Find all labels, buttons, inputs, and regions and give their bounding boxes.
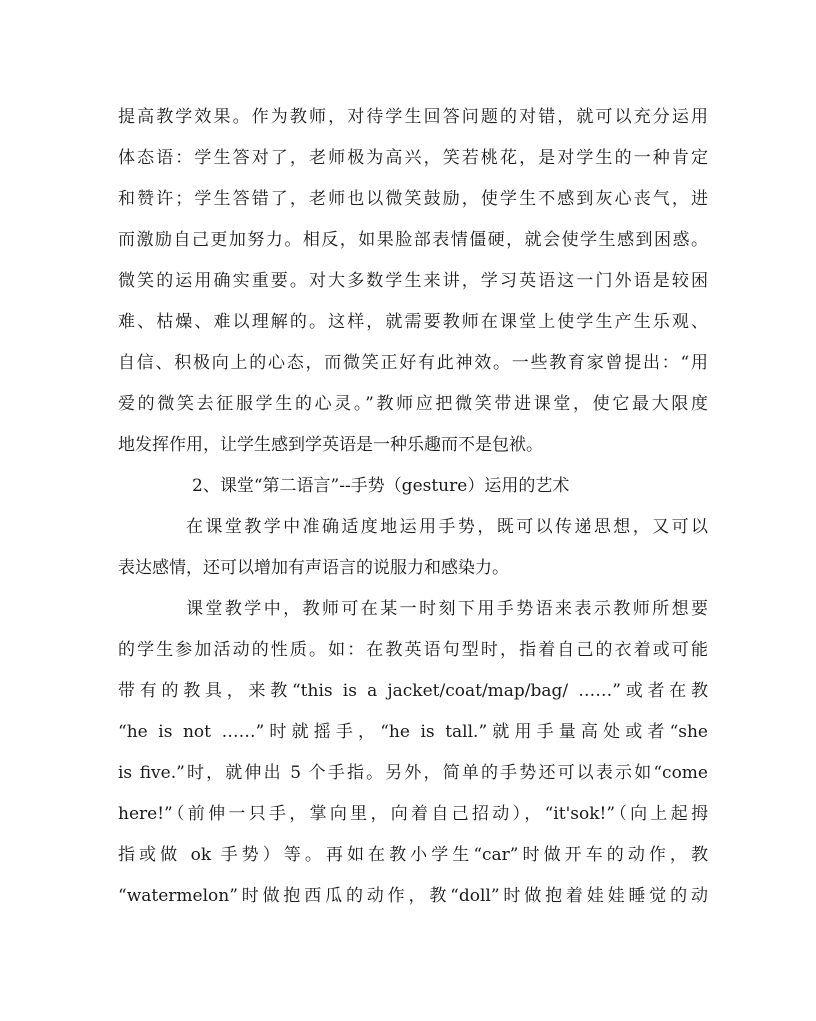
paragraph-line: 提高教学效果。作为教师，对待学生回答问题的对错，就可以充分运用 — [118, 107, 708, 127]
paragraph-line: 在课堂教学中准确适度地运用手势，既可以传递思想，又可以 — [186, 517, 708, 537]
section-heading: 2、课堂“第二语言”--手势（gesture）运用的艺术 — [192, 476, 570, 496]
paragraph-line: here!”（前伸一只手，掌向里，向着自己招动），“it'sok!”（向上起拇 — [118, 804, 708, 824]
paragraph-line: 体态语：学生答对了，老师极为高兴，笑若桃花，是对学生的一种肯定 — [118, 148, 708, 168]
paragraph-line: “he is not ……”时就摇手，“he is tall.”就用手量高处或者“she — [118, 722, 708, 742]
paragraph-line: 而激励自己更加努力。相反，如果脸部表情僵硬，就会使学生感到困惑。 — [118, 230, 708, 250]
paragraph-line: 课堂教学中，教师可在某一时刻下用手势语来表示教师所想要 — [186, 599, 708, 619]
paragraph-line: 指或做 ok 手势）等。再如在教小学生“car”时做开车的动作，教 — [118, 845, 708, 865]
paragraph-line: 和赞许；学生答错了，老师也以微笑鼓励，使学生不感到灰心丧气，进 — [118, 189, 708, 209]
paragraph-line: 微笑的运用确实重要。对大多数学生来讲，学习英语这一门外语是较困 — [118, 271, 708, 291]
paragraph-line: 自信、积极向上的心态，而微笑正好有此神效。一些教育家曾提出：“用 — [118, 353, 708, 373]
paragraph-line: 难、枯燥、难以理解的。这样，就需要教师在课堂上使学生产生乐观、 — [118, 312, 708, 332]
paragraph-line: “watermelon”时做抱西瓜的动作，教“doll”时做抱着娃娃睡觉的动 — [118, 886, 708, 906]
paragraph-line: 的学生参加活动的性质。如：在教英语句型时，指着自己的衣着或可能 — [118, 640, 708, 660]
paragraph-line: 带有的教具，来教“this is a jacket/coat/map/bag/ ……”或者在教 — [118, 681, 708, 701]
paragraph-line: is five.”时，就伸出 5 个手指。另外，简单的手势还可以表示如“come — [118, 763, 708, 783]
paragraph-line: 地发挥作用，让学生感到学英语是一种乐趣而不是包袱。 — [118, 435, 543, 455]
paragraph-line: 表达感情，还可以增加有声语言的说服力和感染力。 — [118, 558, 509, 578]
paragraph-line: 爱的微笑去征服学生的心灵。”教师应把微笑带进课堂，使它最大限度 — [118, 394, 708, 414]
